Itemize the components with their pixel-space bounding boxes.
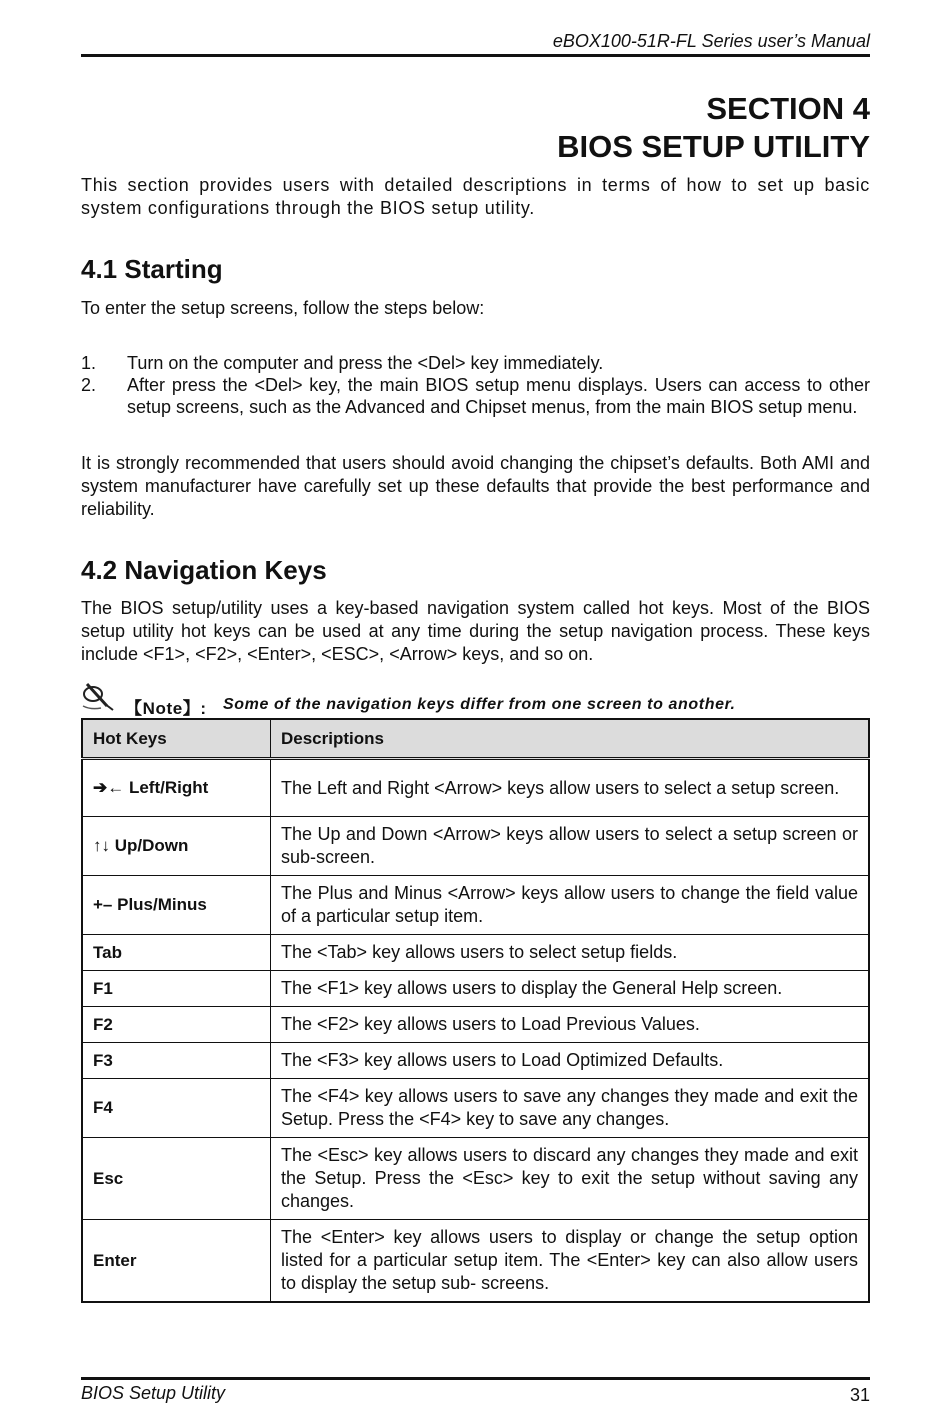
hot-key-cell: +– Plus/Minus (82, 876, 271, 935)
hot-key-cell: Tab (82, 935, 271, 971)
manual-title: eBOX100-51R-FL Series user’s Manual (552, 31, 870, 51)
table-row (82, 1138, 869, 1220)
table-row (82, 1220, 869, 1303)
hot-key-cell: Esc (82, 1138, 271, 1220)
steps-list (81, 352, 870, 418)
table-row (82, 1007, 869, 1043)
starting-lead: To enter the setup screens, follow the steps below: (81, 298, 485, 318)
section-name: BIOS SETUP UTILITY (557, 129, 870, 164)
table-row (82, 935, 869, 971)
manual-page (81, 0, 870, 1419)
note-pen-icon (81, 680, 121, 712)
navigation-paragraph: The BIOS setup/utility uses a key-based navigation system called hot keys. Most of the BIOS setup utility hot keys can be used at any time during the setup navigation process. These keys include <F1>, <F2>, <Enter>, <ESC>, <Arrow> keys, and so on. (81, 598, 870, 664)
table-row (82, 876, 869, 935)
page-number: 31 (849, 1385, 870, 1405)
description-cell: The Up and Down <Arrow> keys allow users to select a setup screen or sub-screen. (271, 817, 870, 876)
hot-key-cell: F2 (82, 1007, 271, 1043)
description-cell: The <Esc> key allows users to discard any changes they made and exit the Setup. Press the <Esc> key to exit the setup without saving any changes. (271, 1138, 870, 1220)
list-item (81, 352, 870, 374)
step-number: 2. (81, 375, 97, 395)
description-cell: The <F2> key allows users to Load Previous Values. (271, 1007, 870, 1043)
hot-key-cell: ➔← Left/Right (82, 759, 271, 817)
table-row (82, 971, 869, 1007)
column-header-descriptions: Descriptions (271, 719, 870, 759)
table-header-row (82, 719, 869, 759)
note-text: Some of the navigation keys differ from one screen to another. (223, 696, 736, 713)
table-row (82, 1079, 869, 1138)
table-row (82, 1043, 869, 1079)
hot-key-cell: ↑↓ Up/Down (82, 817, 271, 876)
step-number: 1. (81, 353, 97, 373)
section-number: SECTION 4 (706, 91, 870, 126)
hot-key-cell: Enter (82, 1220, 271, 1303)
description-cell: The <F3> key allows users to Load Optimized Defaults. (271, 1043, 870, 1079)
recommendation-paragraph: It is strongly recommended that users should avoid changing the chipset’s defaults. Both AMI and system manufacturer have carefully set up these defaults that provide the best performance and reliability. (81, 453, 870, 519)
description-cell: The <F1> key allows users to display the General Help screen. (271, 971, 870, 1007)
column-header-hot-keys: Hot Keys (82, 719, 271, 759)
header-rule (81, 54, 870, 57)
description-cell: The <Tab> key allows users to select setup fields. (271, 935, 870, 971)
footer-rule (81, 1377, 870, 1380)
list-item (81, 374, 870, 418)
description-cell: The Plus and Minus <Arrow> keys allow users to change the field value of a particular setup item. (271, 876, 870, 935)
intro-paragraph: This section provides users with detailed descriptions in terms of how to set up basic system configurations through the BIOS setup utility. (81, 175, 870, 218)
description-cell: The Left and Right <Arrow> keys allow users to select a setup screen. (271, 759, 870, 817)
note-label: 【Note】: (125, 699, 207, 718)
hot-key-cell: F1 (82, 971, 271, 1007)
description-cell: The <F4> key allows users to save any changes they made and exit the Setup. Press the <F4> key to save any changes. (271, 1079, 870, 1138)
table-row (82, 817, 869, 876)
section-title (557, 90, 870, 166)
table-row (82, 759, 869, 817)
hot-key-cell: F3 (82, 1043, 271, 1079)
description-cell: The <Enter> key allows users to display or change the setup option listed for a particular setup item. The <Enter> key can also allow users to display the setup sub- screens. (271, 1220, 870, 1303)
hot-keys-table (81, 718, 870, 1303)
heading-navigation-keys: 4.2 Navigation Keys (81, 555, 327, 585)
hot-key-cell: F4 (82, 1079, 271, 1138)
step-text: Turn on the computer and press the <Del> key immediately. (127, 353, 604, 373)
step-text: After press the <Del> key, the main BIOS setup menu displays. Users can access to other setup screens, such as the Advanced and Chipset menus, from the main BIOS setup menu. (127, 375, 870, 417)
footer-chapter: BIOS Setup Utility (81, 1383, 226, 1403)
heading-starting: 4.1 Starting (81, 254, 223, 284)
note (81, 680, 870, 716)
